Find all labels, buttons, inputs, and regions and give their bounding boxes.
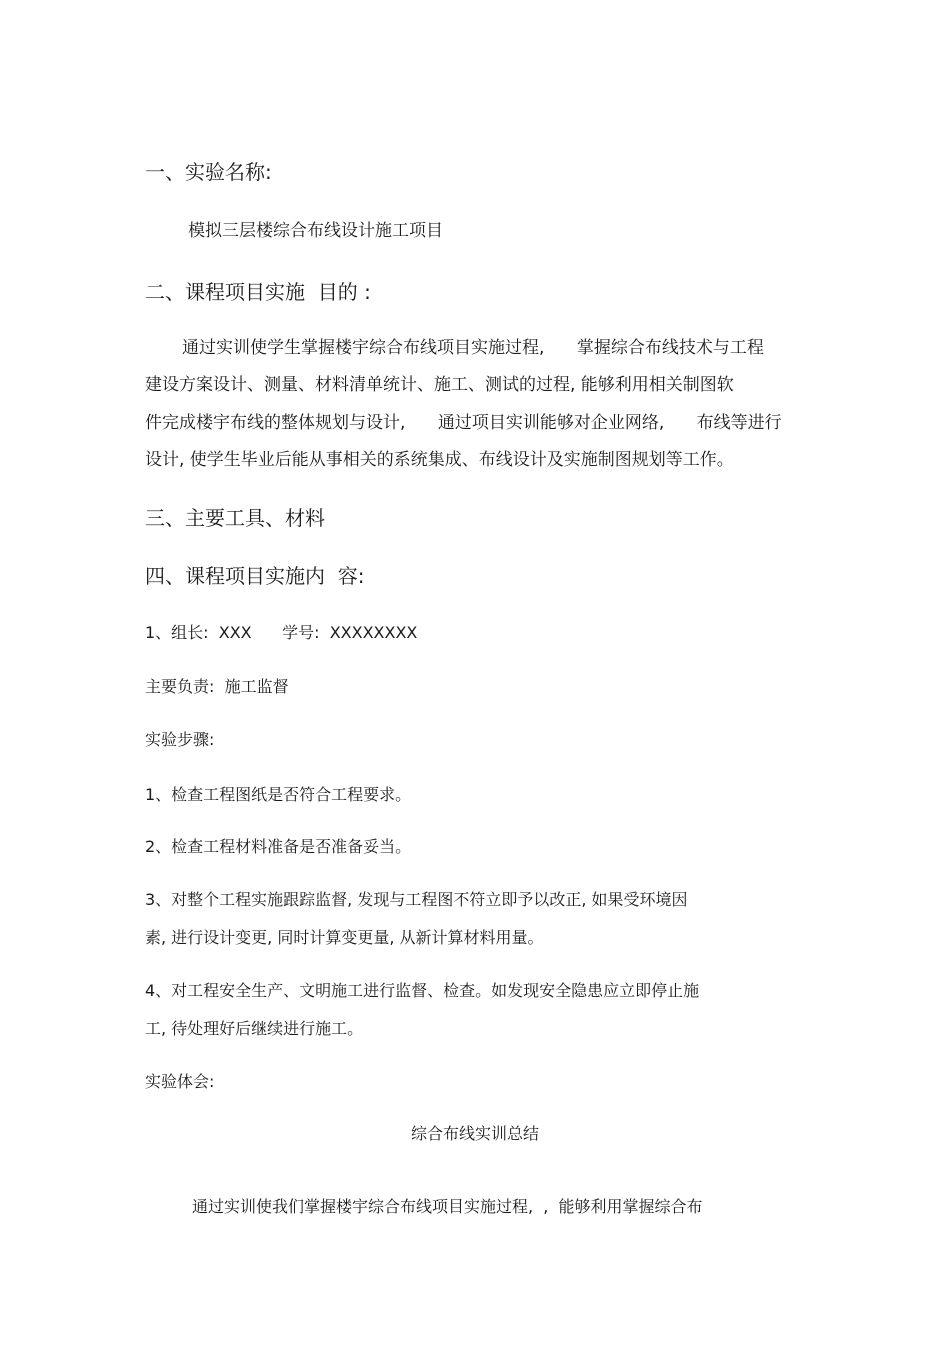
summary-paragraph: 通过实训使我们掌握楼宇综合布线项目实施过程, , 能够利用掌握综合布 [192,1197,703,1216]
responsibility-line: 主要负责: 施工监督 [145,677,289,696]
section-3-heading: 三、主要工具、材料 [145,506,325,530]
purpose-line-2: 建设方案设计、测量、材料清单统计、施工、测试的过程, 能够利用相关制图软 [145,375,734,395]
purpose-line-1: 通过实训使学生掌握楼宇综合布线项目实施过程, 掌握综合布线技术与工程 [182,338,764,358]
step-3-line-2: 素, 进行设计变更, 同时计算变更量, 从新计算材料用量。 [145,928,544,947]
section-1-heading: 一、实验名称: [145,160,272,184]
step-4-line-1: 4、对工程安全生产、文明施工进行监督、检查。如发现安全隐患应立即停止施 [145,981,700,1000]
section-2-heading: 二、课程项目实施 目的 : [145,280,371,304]
step-2: 2、检查工程材料准备是否准备妥当。 [145,837,412,856]
experiment-name: 模拟三层楼综合布线设计施工项目 [188,221,443,241]
member-line: 1、组长: XXX 学号: XXXXXXXX [145,623,418,642]
step-4-line-2: 工, 待处理好后继续进行施工。 [145,1019,364,1038]
purpose-line-3: 件完成楼宇布线的整体规划与设计, 通过项目实训能够对企业网络, 布线等进行 [145,413,782,433]
step-3-line-1: 3、对整个工程实施跟踪监督, 发现与工程图不符立即予以改正, 如果受环境因 [145,890,688,909]
steps-label: 实验步骤: [145,730,215,749]
experience-label: 实验体会: [145,1072,215,1091]
summary-title: 综合布线实训总结 [410,1124,539,1143]
step-1: 1、检查工程图纸是否符合工程要求。 [145,785,412,804]
section-4-heading: 四、课程项目实施内 容: [145,564,365,588]
purpose-line-4: 设计, 使学生毕业后能从事相关的系统集成、布线设计及实施制图规划等工作。 [145,450,734,470]
